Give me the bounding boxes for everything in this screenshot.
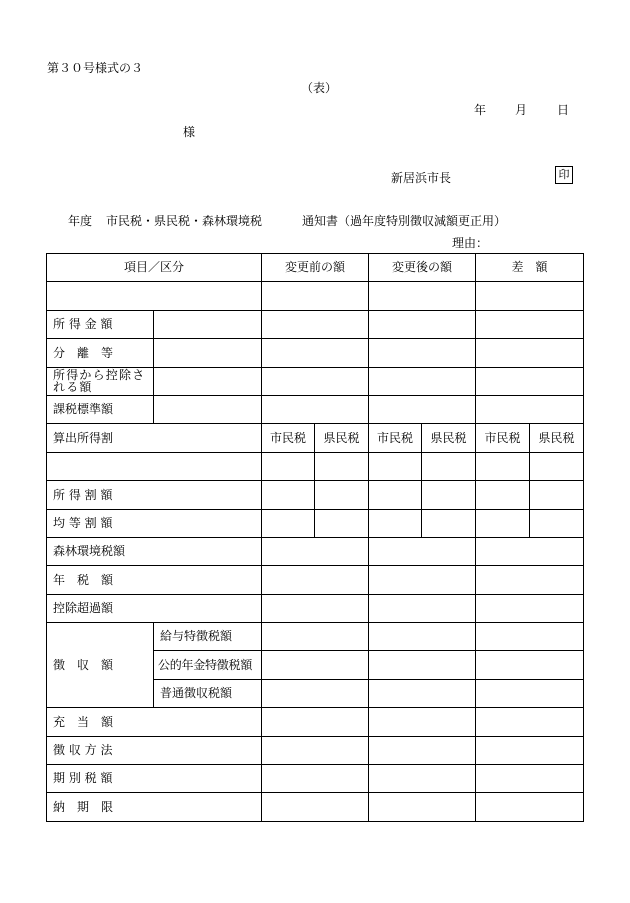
subheader-prefecture: 県民税 <box>422 424 476 452</box>
table-row <box>47 708 584 736</box>
blank-cell <box>476 367 584 395</box>
blank-cell <box>315 509 369 537</box>
row-label-normal-collection: 普通徴収税額 <box>154 679 262 707</box>
blank-cell <box>369 339 476 367</box>
blank-cell <box>262 765 369 793</box>
blank-cell <box>369 566 476 594</box>
table-row <box>47 424 584 452</box>
blank-cell <box>262 452 315 480</box>
row-label-income-levy: 所 得 割 額 <box>47 481 262 509</box>
blank-cell <box>315 452 369 480</box>
table-row <box>47 736 584 764</box>
table-row <box>47 793 584 821</box>
blank-cell <box>476 623 584 651</box>
header-item: 項目／区分 <box>47 254 262 282</box>
blank-cell <box>262 793 369 821</box>
row-label-collection-method: 徴 収 方 法 <box>47 736 262 764</box>
blank-cell <box>422 509 476 537</box>
document-title <box>68 215 506 227</box>
row-label-income: 所 得 金 額 <box>47 310 154 338</box>
subheader-city: 市民税 <box>476 424 530 452</box>
tax-correction-table <box>46 253 584 822</box>
blank-cell <box>369 623 476 651</box>
subheader-prefecture: 県民税 <box>315 424 369 452</box>
table-row <box>47 481 584 509</box>
blank-cell <box>262 736 369 764</box>
subheader-city: 市民税 <box>262 424 315 452</box>
blank-cell <box>369 452 422 480</box>
row-label-period-tax: 期 別 税 額 <box>47 765 262 793</box>
date-month-label: 月 <box>515 103 528 117</box>
row-label-equal-levy: 均 等 割 額 <box>47 509 262 537</box>
table-row <box>47 566 584 594</box>
tax-names: 市民税・県民税・森林環境税 <box>106 214 263 228</box>
table-row <box>47 623 584 651</box>
blank-cell <box>369 736 476 764</box>
blank-cell <box>154 339 262 367</box>
blank-cell <box>369 793 476 821</box>
table-row <box>47 395 584 423</box>
table-row <box>47 339 584 367</box>
blank-cell <box>476 537 584 565</box>
table-row <box>47 282 584 310</box>
blank-cell <box>262 679 369 707</box>
table-row <box>47 509 584 537</box>
date-day-label: 日 <box>557 103 570 117</box>
blank-cell <box>262 481 315 509</box>
blank-cell <box>476 594 584 622</box>
blank-cell <box>476 651 584 679</box>
table-row <box>47 765 584 793</box>
blank-cell <box>154 395 262 423</box>
blank-cell <box>369 708 476 736</box>
blank-cell <box>476 481 530 509</box>
blank-cell <box>476 452 530 480</box>
table-row <box>47 452 584 480</box>
notice-label: 通知書（過年度特別徴収減額更正用） <box>302 214 507 228</box>
subheader-prefecture: 県民税 <box>530 424 584 452</box>
blank-cell <box>369 509 422 537</box>
row-label-separate: 分 離 等 <box>47 339 154 367</box>
blank-cell <box>476 708 584 736</box>
header-diff: 差 額 <box>476 254 584 282</box>
blank-cell <box>262 509 315 537</box>
blank-cell <box>476 395 584 423</box>
blank-cell <box>369 679 476 707</box>
blank-cell <box>369 367 476 395</box>
blank-cell <box>47 452 262 480</box>
table-row <box>47 537 584 565</box>
addressee-honorific: 様 <box>183 125 196 139</box>
blank-cell <box>369 594 476 622</box>
table-row <box>47 367 584 395</box>
blank-cell <box>422 452 476 480</box>
blank-cell <box>262 537 369 565</box>
header-after: 変更後の額 <box>369 254 476 282</box>
table-row <box>47 594 584 622</box>
date-year-label: 年 <box>474 103 487 117</box>
blank-cell <box>262 395 369 423</box>
seal-box: 印 <box>555 166 573 184</box>
blank-cell <box>369 310 476 338</box>
blank-cell <box>422 481 476 509</box>
row-label-salary-special: 給与特徴税額 <box>154 623 262 651</box>
header-row <box>47 254 584 282</box>
blank-cell <box>154 310 262 338</box>
blank-cell <box>262 310 369 338</box>
blank-cell <box>262 339 369 367</box>
blank-cell <box>476 736 584 764</box>
blank-cell <box>476 282 584 310</box>
subheader-city: 市民税 <box>369 424 422 452</box>
blank-cell <box>476 339 584 367</box>
row-label-taxable-standard: 課税標準額 <box>47 395 154 423</box>
fiscal-year-label: 年度 <box>68 214 93 228</box>
blank-cell <box>476 310 584 338</box>
row-label-deduction: 所得から控除される額 <box>47 367 154 395</box>
row-label-collection: 徴 収 額 <box>47 623 154 708</box>
blank-cell <box>476 793 584 821</box>
reason-label: 理由： <box>452 236 489 250</box>
row-label-pension-special: 公的年金特徴税額 <box>154 651 262 679</box>
blank-cell <box>476 765 584 793</box>
blank-cell <box>154 367 262 395</box>
blank-cell <box>476 566 584 594</box>
blank-cell <box>369 395 476 423</box>
blank-cell <box>262 282 369 310</box>
blank-cell <box>530 452 584 480</box>
blank-cell <box>262 594 369 622</box>
row-label-calc-income-levy: 算出所得割 <box>47 424 262 452</box>
blank-cell <box>262 367 369 395</box>
row-label-appropriation: 充 当 額 <box>47 708 262 736</box>
blank-cell <box>262 651 369 679</box>
header-before: 変更前の額 <box>262 254 369 282</box>
blank-cell <box>369 282 476 310</box>
blank-cell <box>262 708 369 736</box>
blank-cell <box>262 623 369 651</box>
form-number: 第３０号様式の３ <box>47 61 144 75</box>
row-label-forest-tax: 森林環境税額 <box>47 537 262 565</box>
row-label-excess-deduction: 控除超過額 <box>47 594 262 622</box>
page-side-label: （表） <box>301 81 338 95</box>
row-label-annual-tax: 年 税 額 <box>47 566 262 594</box>
table-row <box>47 310 584 338</box>
blank-cell <box>476 509 530 537</box>
blank-cell <box>315 481 369 509</box>
blank-cell <box>47 282 262 310</box>
blank-cell <box>530 509 584 537</box>
blank-cell <box>530 481 584 509</box>
blank-cell <box>476 679 584 707</box>
blank-cell <box>369 481 422 509</box>
blank-cell <box>262 566 369 594</box>
blank-cell <box>369 537 476 565</box>
blank-cell <box>369 651 476 679</box>
blank-cell <box>369 765 476 793</box>
issuer-name: 新居浜市長 <box>391 171 452 185</box>
row-label-due-date: 納 期 限 <box>47 793 262 821</box>
